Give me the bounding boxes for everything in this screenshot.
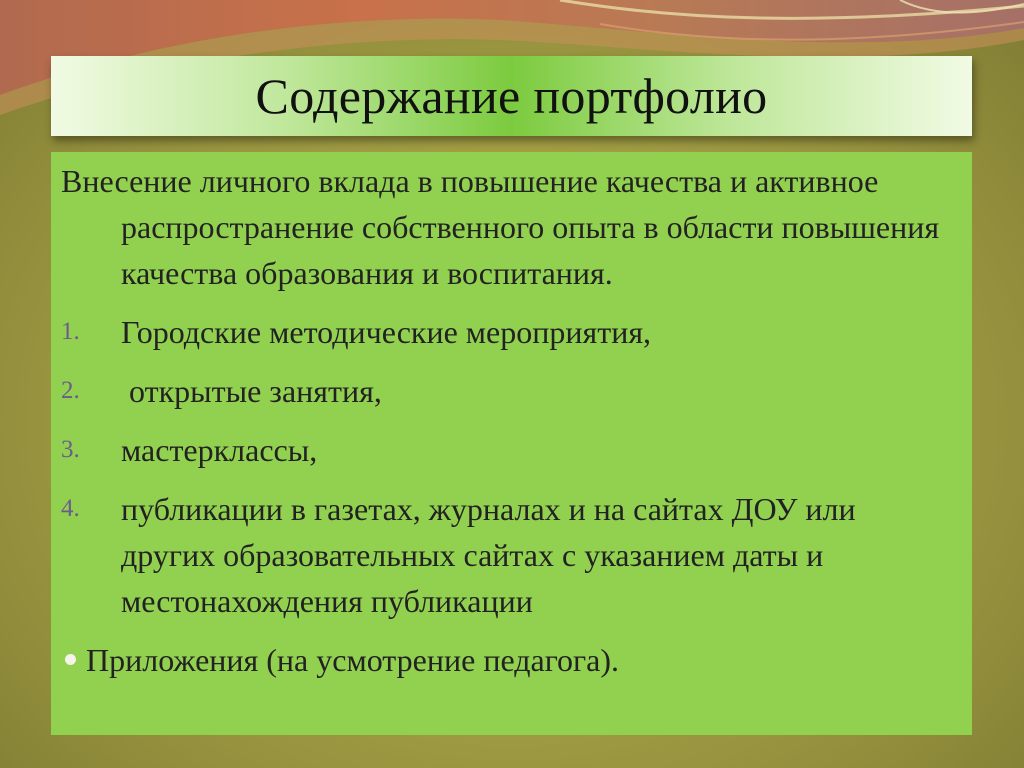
list-number: 1. [61,318,80,345]
list-item-text: открытые занятия, [121,373,382,409]
bullet-item-text: Приложения (на усмотрение педагога). [86,642,620,678]
bullet-dot-icon [65,654,76,665]
content-box [51,152,972,735]
list-item [61,427,952,473]
list-number: 3. [61,436,80,463]
intro-paragraph: Внесение личного вклада в повышение качества и активное распространение собственного опыта в области повышения качества образования и воспитания. [61,163,940,291]
list-item [61,486,952,624]
bullet-item [61,637,952,683]
list-item-text: публикации в газетах, журналах и на сайтах ДОУ или других образовательных сайтах с указанием даты и местонахождения публикации [121,491,856,619]
list-item-text: мастерклассы, [121,432,318,468]
list-item [61,368,952,414]
list-number: 4. [61,495,80,522]
list-number: 2. [61,377,80,404]
list-item [61,309,952,355]
title-banner [51,56,972,136]
slide-title: Содержание портфолио [255,68,768,124]
list-item-text: Городские методические мероприятия, [121,314,652,350]
